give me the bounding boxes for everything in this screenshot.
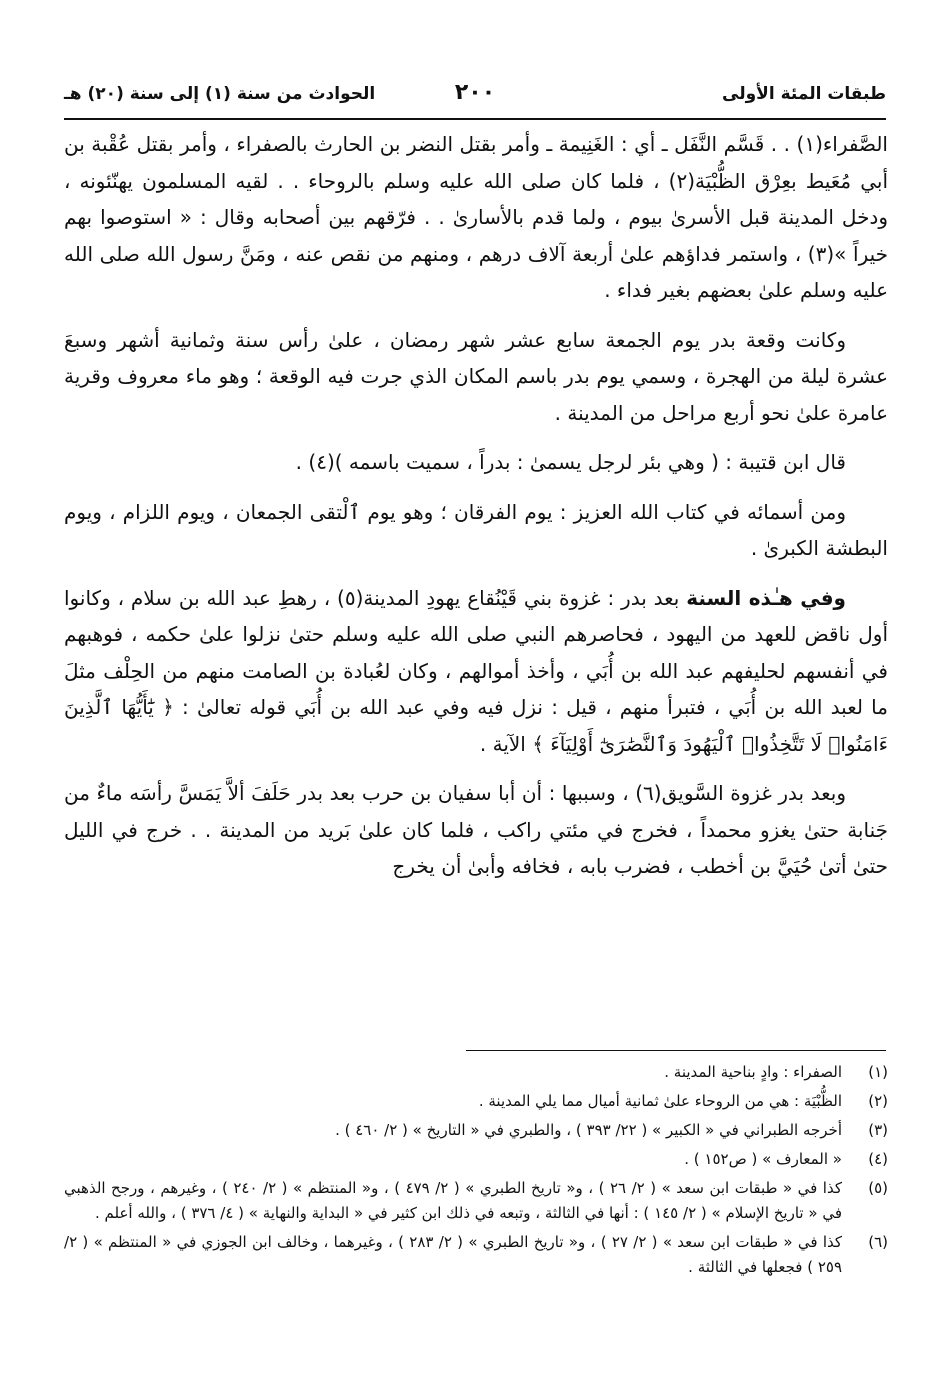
paragraph <box>64 494 888 567</box>
footnote-number: (٦) <box>868 1233 888 1251</box>
paragraph-text: بعد بدر : غزوة بني قَيْنُقاع يهودِ المدينة(٥) ، رهطِ عبد الله بن سلام ، وكانوا أول ناقض للعهد من اليهود ، فحاصرهم النبي صلى الله عليه وسلم حتىٰ نزلوا علىٰ حكمه ، فوهبهم في أنفسهم لحليفهم عبد الله بن أُبَي ، وأخذ أموالهم ، وكان لعُبادة بن الصامت منهم من الحِلْف مثلَ ما لعبد الله بن أُبَي ، فتبرأ منهم ، قيل : نزل فيه وفي عبد الله بن أُبَي قوله تعالىٰ : ﴿ يَٰٓأَيُّهَا ٱلَّذِينَ ءَامَنُوا۟ لَا تَتَّخِذُوا۟ ٱلْيَهُودَ وَٱلنَّصَٰرَىٰٓ أَوْلِيَآءَ ﴾ الآية . <box>64 585 888 756</box>
paragraph-text: ومن أسمائه في كتاب الله العزيز : يوم الفرقان ؛ وهو يوم ٱلْتقى الجمعان ، ويوم اللزام ، ويوم البطشة الكبرىٰ . <box>64 499 888 560</box>
footnote-number: (٤) <box>868 1150 888 1168</box>
page-number: ٢٠٠ <box>454 80 496 105</box>
footnote-number: (٢) <box>868 1092 888 1110</box>
book-title: طبقات المئة الأولى <box>722 84 886 104</box>
footnote-number: (١) <box>868 1063 888 1081</box>
paragraph <box>64 775 888 885</box>
footnote <box>64 1060 888 1085</box>
running-header <box>64 80 886 118</box>
footnote-text: أخرجه الطبراني في « الكبير » ( ٢٢/ ٣٩٣ ) ، والطبري في « التاريخ » ( ٢/ ٤٦٠ ) . <box>335 1121 842 1139</box>
paragraph <box>64 126 888 309</box>
header-rule <box>64 118 886 120</box>
footnote-text: الصفراء : وادٍ بناحية المدينة . <box>664 1063 842 1081</box>
footnote <box>64 1089 888 1114</box>
footnote <box>64 1147 888 1172</box>
footnote-text: « المعارف » ( ص١٥٢ ) . <box>684 1150 842 1168</box>
paragraph <box>64 322 888 432</box>
paragraph <box>64 580 888 763</box>
footnotes <box>64 1060 888 1284</box>
footnote-separator <box>466 1050 886 1051</box>
paragraph <box>64 444 888 481</box>
chapter-title: الحوادث من سنة (١) إلى سنة (٢٠) هـ <box>64 84 376 104</box>
footnote-number: (٣) <box>868 1121 888 1139</box>
footnote-text: كذا في « طبقات ابن سعد » ( ٢/ ٢٧ ) ، و« تاريخ الطبري » ( ٢/ ٢٨٣ ) ، وغيرهما ، وخالف ابن الجوزي في « المنتظم » ( ٢/ ٢٥٩ ) فجعلها في الثالثة . <box>64 1233 843 1276</box>
footnote <box>64 1118 888 1143</box>
footnote <box>64 1230 888 1280</box>
footnote-text: كذا في « طبقات ابن سعد » ( ٢/ ٢٦ ) ، و« تاريخ الطبري » ( ٢/ ٤٧٩ ) ، و« المنتظم » ( ٢/ ٢٤٠ ) ، وغيرهم ، ورجح الذهبي في « تاريخ الإسلام » ( ٢/ ١٤٥ ) : أنها في الثالثة ، وتبعه في ذلك ابن كثير في « البداية والنهاية » ( ٤/ ٣٧٦ ) ، والله أعلم . <box>64 1179 842 1222</box>
paragraph-text: وكانت وقعة بدر يوم الجمعة سابع عشر شهر رمضان ، علىٰ رأس سنة وثمانية أشهر وسبعَ عشرة ليلة من الهجرة ، وسمي يوم بدر باسم المكان الذي جرت فيه الوقعة ؛ وهو ماء معروف وقرية عامرة علىٰ نحو أربع مراحل من المدينة . <box>64 327 888 425</box>
footnote-text: الظُّبْيَة : هي من الروحاء علىٰ ثمانية أميال مما يلي المدينة . <box>478 1092 842 1110</box>
paragraph-text: وبعد بدر غزوة السَّويق(٦) ، وسببها : أن أبا سفيان بن حرب بعد بدر حَلَفَ ألاَّ يَمَسَّ رأسَه ماءٌ من جَنابة حتىٰ يغزو محمداً ، فخرج في مئتي راكب ، فلما كان علىٰ بَريد من المدينة . . خرج في الليل حتىٰ أتىٰ حُيَيَّ بن أخطب ، فضرب بابه ، فخافه وأبىٰ أن يخرج <box>64 781 888 878</box>
paragraph-text: قال ابن قتيبة : ( وهي بئر لرجل يسمىٰ : بدراً ، سميت باسمه )(٤) . <box>295 450 846 474</box>
main-text <box>64 126 888 898</box>
paragraph-lead: وفي هـٰذه السنة <box>686 585 846 610</box>
footnote <box>64 1176 888 1226</box>
paragraph-text: الصَّفراء(١) . . قَسَّم النَّفَل ـ أي : الغَنِيمة ـ وأمر بقتل النضر بن الحارث بالصفراء ، وأمر بقتل عُقْبة بن أبي مُعَيط بعِرْق الظُّبْيَة(٢) ، فلما كان صلى الله عليه وسلم بالروحاء . . لقيه المسلمون يهنّئونه ، ودخل المدينة قبل الأسرىٰ بيوم ، ولما قدم بالأسارىٰ . . فرّقهم بين أصحابه وقال : « استوصوا بهم خيراً »(٣) ، واستمر فداؤهم علىٰ أربعة آلاف درهم ، ومنهم من نقص عنه ، ومَنَّ رسول الله صلى الله عليه وسلم علىٰ بعضهم بغير فداء . <box>64 132 889 302</box>
footnote-number: (٥) <box>868 1179 888 1197</box>
